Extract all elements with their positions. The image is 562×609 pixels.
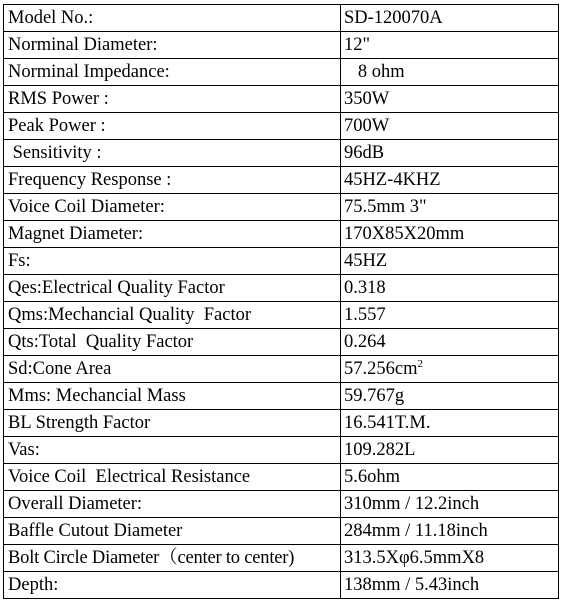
spec-label: Bolt Circle Diameter（center to center) xyxy=(4,545,341,572)
spec-label: Voice Coil Electrical Resistance xyxy=(4,464,341,491)
table-row xyxy=(4,86,559,113)
unit-exponent: 2 xyxy=(417,357,423,370)
spec-label: Vas: xyxy=(4,437,341,464)
spec-value: 170X85X20mm xyxy=(341,221,559,248)
table-row xyxy=(4,302,559,329)
table-row xyxy=(4,275,559,302)
spec-label: Baffle Cutout Diameter xyxy=(4,518,341,545)
spec-label: Qms:Mechancial Quality Factor xyxy=(4,302,341,329)
spec-value: 109.282L xyxy=(341,437,559,464)
spec-label: Mms: Mechancial Mass xyxy=(4,383,341,410)
spec-label: Norminal Impedance: xyxy=(4,59,341,86)
spec-label: BL Strength Factor xyxy=(4,410,341,437)
spec-value: 45HZ-4KHZ xyxy=(341,167,559,194)
spec-value: 59.767g xyxy=(341,383,559,410)
table-row xyxy=(4,572,559,599)
spec-label: Depth: xyxy=(4,572,341,599)
spec-value: 284mm / 11.18inch xyxy=(341,518,559,545)
spec-value: 5.6ohm xyxy=(341,464,559,491)
table-row xyxy=(4,248,559,275)
spec-label: Magnet Diameter: xyxy=(4,221,341,248)
spec-value: 138mm / 5.43inch xyxy=(341,572,559,599)
spec-label: Overall Diameter: xyxy=(4,491,341,518)
spec-label: Voice Coil Diameter: xyxy=(4,194,341,221)
spec-value: 700W xyxy=(341,113,559,140)
spec-table-body xyxy=(4,5,559,599)
spec-value: 313.5Xφ6.5mmX8 xyxy=(341,545,559,572)
table-row xyxy=(4,167,559,194)
spec-value: 96dB xyxy=(341,140,559,167)
speaker-spec-table xyxy=(3,4,559,599)
spec-label: Sd:Cone Area xyxy=(4,356,341,383)
spec-value: 1.557 xyxy=(341,302,559,329)
table-row xyxy=(4,5,559,32)
table-row xyxy=(4,140,559,167)
cone-area-value: 57.256cm xyxy=(344,359,418,379)
spec-value: 350W xyxy=(341,86,559,113)
spec-value: SD-120070A xyxy=(341,5,559,32)
spec-label: Frequency Response : xyxy=(4,167,341,194)
table-row xyxy=(4,356,559,383)
spec-value: 0.264 xyxy=(341,329,559,356)
spec-value xyxy=(341,356,559,383)
table-row xyxy=(4,113,559,140)
spec-value: 45HZ xyxy=(341,248,559,275)
table-row xyxy=(4,410,559,437)
spec-value: 16.541T.M. xyxy=(341,410,559,437)
spec-value: 8 ohm xyxy=(341,59,559,86)
table-row xyxy=(4,221,559,248)
table-row xyxy=(4,491,559,518)
table-row xyxy=(4,194,559,221)
table-row xyxy=(4,383,559,410)
spec-value: 75.5mm 3" xyxy=(341,194,559,221)
spec-value: 0.318 xyxy=(341,275,559,302)
table-row xyxy=(4,329,559,356)
table-row xyxy=(4,464,559,491)
spec-label: RMS Power : xyxy=(4,86,341,113)
spec-label: Fs: xyxy=(4,248,341,275)
spec-label: Model No.: xyxy=(4,5,341,32)
spec-value: 12" xyxy=(341,32,559,59)
table-row xyxy=(4,437,559,464)
table-row xyxy=(4,32,559,59)
spec-label: Qes:Electrical Quality Factor xyxy=(4,275,341,302)
spec-value: 310mm / 12.2inch xyxy=(341,491,559,518)
spec-label: Qts:Total Quality Factor xyxy=(4,329,341,356)
spec-label: Peak Power : xyxy=(4,113,341,140)
table-row xyxy=(4,59,559,86)
spec-label: Sensitivity : xyxy=(4,140,341,167)
spec-label: Norminal Diameter: xyxy=(4,32,341,59)
table-row xyxy=(4,518,559,545)
table-row xyxy=(4,545,559,572)
